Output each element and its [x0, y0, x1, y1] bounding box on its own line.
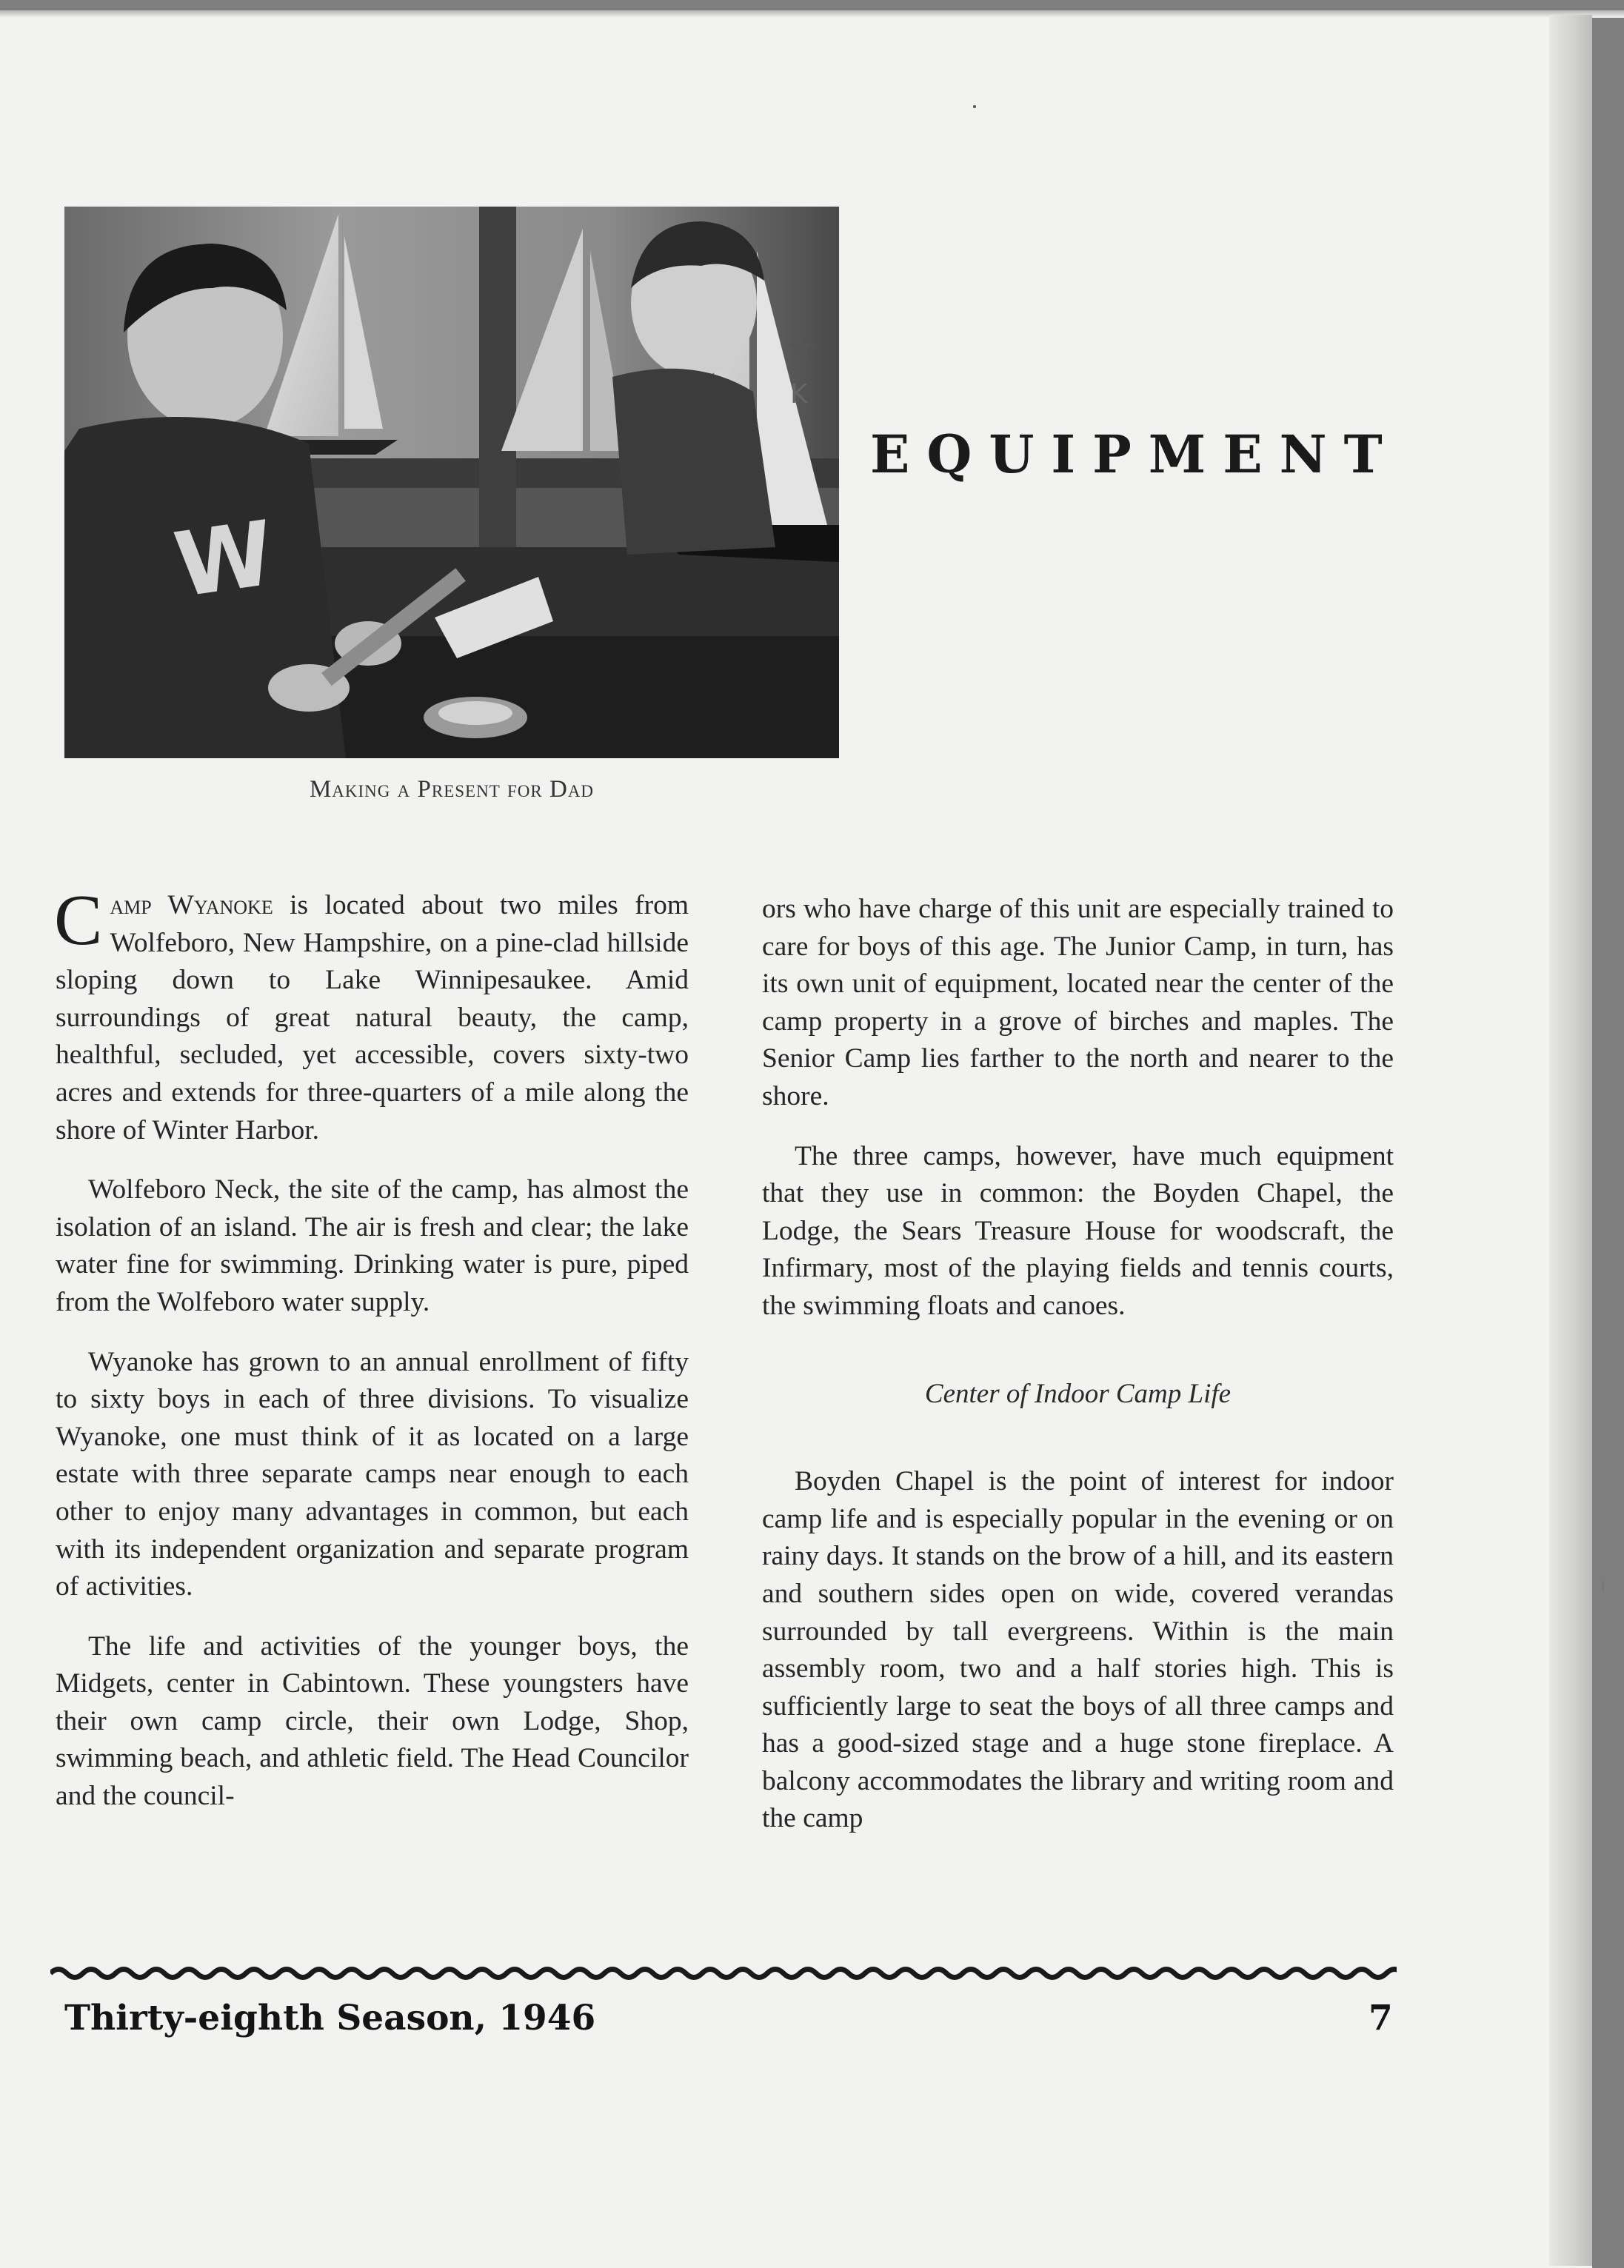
footer-season: Thirty-eighth Season, 1946	[64, 1998, 596, 2038]
page-number: 7	[1369, 1998, 1393, 2038]
svg-text:W: W	[168, 502, 281, 618]
paragraph-boyden-chapel: Boyden Chapel is the point of interest for indoor camp life and is especially popular in the evening or on rainy days. It stands on the brow of a hill, and its eastern and southern sides open on wide, covered verandas surrounded by tall evergreens. Within is the main assembly room, two and a half stories high. This is sufficiently large to seat the boys of all three camps and has a good-sized stage and a huge stone fireplace. A balcony accommodates the library and writing room and the camp	[762, 1466, 1394, 1834]
print-speck	[973, 105, 976, 108]
drop-cap: C	[54, 880, 103, 960]
paragraph-wolfeboro-neck: Wolfeboro Neck, the site of the camp, has almost the isolation of an island. The air is fresh and clear; the lake water fine for swimming. Drinking water is pure, piped from the Wolfeboro water supply.	[56, 1174, 689, 1317]
paragraph-common-equipment: The three camps, however, have much equipment that they use in common: the Boyden Chapel, the Lodge, the Sears Treasure House for woodscraft, the Infirmary, most of the playing fields and tennis courts, the swimming floats and canoes.	[762, 1140, 1394, 1321]
print-speck	[1602, 1581, 1604, 1591]
paragraph-enrollment: Wyanoke has grown to an annual enrollment of fifty to sixty boys in each of three divisions. To visualize Wyanoke, one must think of it as located on a large estate with three separate camps near enough to each other to enjoy many advantages in common, but each with its independent organization and separate program of activities.	[56, 1346, 689, 1602]
wavy-footer-rule	[50, 1962, 1397, 1984]
photo-caption: Making a Present for Dad	[309, 776, 595, 803]
paragraph-midgets: The life and activities of the younger boys, the Midgets, center in Cabintown. These youngsters have their own camp circle, their own Lodge, Shop, swimming beach, and athletic field. The Head Councilor and the council-	[56, 1630, 689, 1812]
right-column	[762, 891, 1394, 1860]
left-column	[54, 880, 689, 1838]
paragraph-camp-location	[54, 880, 689, 1149]
page-top-shadow	[0, 10, 1624, 18]
page-edge	[1549, 15, 1592, 2266]
section-subheading: Center of Indoor Camp Life	[924, 1378, 1232, 1409]
paragraph-councilors: ors who have charge of this unit are especially trained to care for boys of this age. The Junior Camp, in turn, has its own unit of equipment, located near the center of the camp property in a grove of birches and maples. The Senior Camp lies farther to the north and nearer to the shore.	[762, 894, 1394, 1111]
svg-text:★: ★	[786, 329, 816, 367]
page-heading: EQUIPMENT	[870, 424, 1400, 485]
paragraph-text: is located about two miles from Wolfeboro, New Hampshire, on a pine-clad hillside sloping down to Lake Winnipesaukee. Amid surroundings of great natural beauty, the camp, healthful, secluded, yet accessible, covers sixty-two acres and extends for three-quarters of a mile along the shore of Winter Harbor.	[56, 890, 689, 1145]
photo-boys-model-sailboats	[64, 207, 839, 758]
camp-name-smallcaps: amp Wyanoke	[110, 890, 273, 920]
photo-illustration	[64, 207, 839, 758]
svg-text:K: K	[790, 379, 808, 409]
